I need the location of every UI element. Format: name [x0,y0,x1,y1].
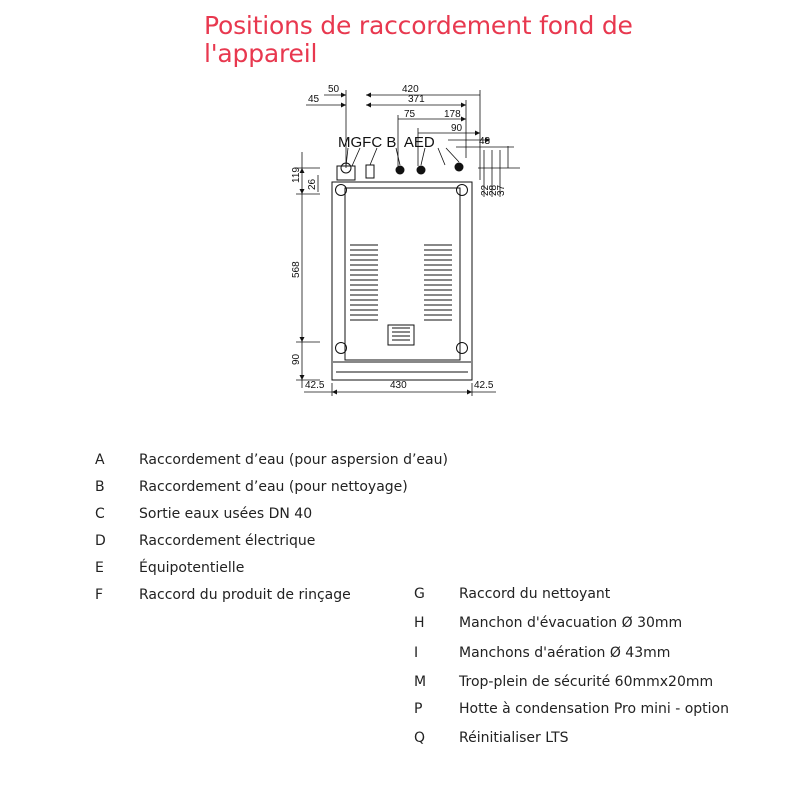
vent-left [350,245,378,320]
legend-text: Raccordement d’eau (pour aspersion d’eau) [139,452,448,468]
dim-371: 371 [408,94,425,105]
legend-text: Raccordement électrique [139,533,316,549]
dim-420: 420 [402,84,419,95]
dim-28: 28 [488,184,499,196]
legend-code: A [95,452,105,468]
legend-code: P [414,701,423,717]
vent-right [424,245,452,320]
dim-26: 26 [307,178,318,190]
foot-bottom-right [457,343,468,354]
legend-text: Manchons d'aération Ø 43mm [459,645,671,661]
legend-code: M [414,674,427,690]
dim-42-5-right: 42.5 [474,380,494,391]
dim-90-top: 90 [451,123,463,134]
dim-90-side: 90 [291,353,302,365]
dim-43: 43 [479,136,491,147]
legend-text: Hotte à condensation Pro mini - option [459,701,729,717]
dim-45: 45 [308,94,320,105]
legend-text: Trop-plein de sécurité 60mmx20mm [459,674,714,690]
legend-text: Raccord du produit de rinçage [139,587,351,603]
legend-text: Manchon d'évacuation Ø 30mm [459,615,683,631]
connector-a [417,166,426,175]
foot-top-right [457,185,468,196]
legend-text: Sortie eaux usées DN 40 [139,506,313,522]
legend-code: I [414,645,419,661]
legend-code: E [95,560,104,576]
legend-code: C [95,506,105,522]
connection-letters: MGFC B AED [338,134,435,151]
legend-code: B [95,479,105,495]
dim-178: 178 [444,109,461,120]
legend-right [414,584,784,754]
legend-text: Équipotentielle [139,560,245,576]
legend-code: D [95,533,106,549]
dim-119: 119 [291,167,302,183]
dim-22: 22 [480,184,491,196]
legend-text: Raccordement d’eau (pour nettoyage) [139,479,408,495]
connector-b [396,166,405,175]
legend-text: Réinitialiser LTS [459,730,569,746]
dim-568: 568 [291,261,302,278]
connector-d [455,163,464,172]
dim-42-5-left: 42.5 [305,380,325,391]
dim-75: 75 [404,109,416,120]
dim-37: 37 [496,184,507,196]
legend-text: Raccord du nettoyant [459,586,611,602]
legend-code: G [414,586,425,602]
legend-left [95,450,448,610]
appliance-body [345,188,460,360]
appliance-outline [332,182,472,380]
legend-code: H [414,615,425,631]
dim-430: 430 [390,380,407,391]
dim-50: 50 [328,84,340,95]
legend-code: F [95,587,104,603]
connector-c [366,165,374,178]
page-title: Positions de raccordement fond de l'appareil [204,11,633,68]
legend-code: Q [414,730,426,746]
